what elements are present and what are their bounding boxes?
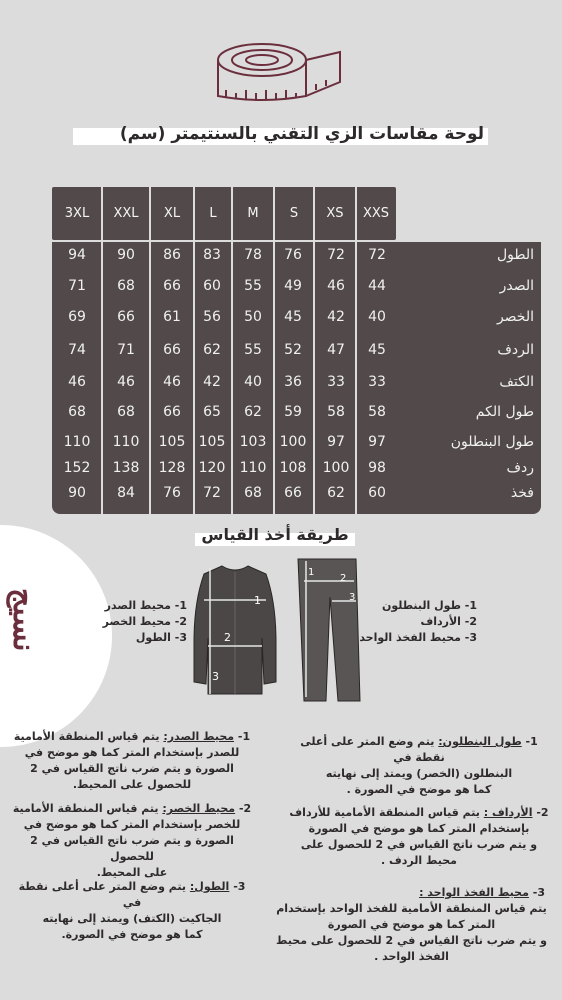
table-cell: 59 xyxy=(284,404,302,420)
size-header-cell: 3XL xyxy=(64,206,90,221)
para-line: للحصول على المحيط. xyxy=(72,778,192,791)
tape-measure-icon xyxy=(210,38,350,108)
table-cell: 152 xyxy=(63,460,91,476)
table-cell: 46 xyxy=(163,374,181,390)
para-head: محيط الصدر: xyxy=(163,730,235,743)
table-cell: 90 xyxy=(117,247,135,263)
para-num: 2- xyxy=(536,806,549,819)
jacket-legend-item: 2- محيط الخصر xyxy=(102,615,187,628)
jacket-legend xyxy=(103,598,187,646)
size-header-cell: XS xyxy=(326,206,344,221)
para-line: على المحيط. xyxy=(96,866,168,879)
jacket-mark: 1 xyxy=(254,594,261,607)
para-head: الطول: xyxy=(189,880,230,893)
waist-instruction xyxy=(12,801,252,881)
para-line: الفخذ الواحد . xyxy=(374,950,449,963)
jacket-mark: 3 xyxy=(212,670,219,683)
table-cell: 47 xyxy=(327,342,345,358)
table-cell: 103 xyxy=(239,434,267,450)
table-cell: 45 xyxy=(284,309,302,325)
size-header-cell: L xyxy=(209,206,217,221)
table-cell: 62 xyxy=(244,404,262,420)
para-head: محيط الفخذ الواحد : xyxy=(419,886,529,899)
table-cell: 45 xyxy=(368,342,386,358)
row-label: الطول xyxy=(496,247,534,263)
table-cell: 68 xyxy=(117,404,135,420)
size-header-cell: XXS xyxy=(362,206,390,221)
table-cell: 46 xyxy=(117,374,135,390)
table-cell: 58 xyxy=(327,404,345,420)
para-num: 1- xyxy=(525,735,538,748)
chest-instruction xyxy=(12,729,252,793)
table-cell: 97 xyxy=(327,434,345,450)
table-cell: 46 xyxy=(68,374,86,390)
table-cell: 42 xyxy=(203,374,221,390)
size-header-cell: XL xyxy=(163,206,181,221)
pants-mark: 2 xyxy=(340,573,347,584)
table-cell: 108 xyxy=(279,460,307,476)
row-label: طول الكم xyxy=(475,404,534,420)
table-cell: 120 xyxy=(198,460,226,476)
row-label: طول البنطلون xyxy=(450,434,534,450)
pants-legend-item: 1- طول البنطلون xyxy=(381,599,477,612)
pants-mark: 3 xyxy=(349,592,356,603)
length-instruction xyxy=(12,879,252,943)
table-cell: 128 xyxy=(158,460,186,476)
para-num: 2- xyxy=(238,802,252,815)
para-head: الأرداف : xyxy=(483,806,533,819)
table-cell: 78 xyxy=(244,247,262,263)
para-num: 3- xyxy=(233,880,246,893)
how-to-measure-heading: طريقة أخذ القياس xyxy=(201,525,349,544)
row-label: فخذ xyxy=(510,485,534,501)
para-line: يتم قياس المنطقة الأمامية للأرداف xyxy=(289,806,480,819)
para-line: محيط الردف . xyxy=(380,854,457,867)
pants-legend-item: 3- محيط الفخذ الواحد xyxy=(359,631,477,644)
table-cell: 42 xyxy=(327,309,345,325)
table-cell: 58 xyxy=(368,404,386,420)
table-cell: 98 xyxy=(368,460,386,476)
table-cell: 110 xyxy=(239,460,267,476)
para-line: يتم قياس المنطقة الأمامية xyxy=(12,802,159,815)
table-cell: 86 xyxy=(163,247,181,263)
table-cell: 66 xyxy=(163,404,181,420)
table-cell: 71 xyxy=(68,278,86,294)
row-label: الكتف xyxy=(499,374,534,390)
table-cell: 52 xyxy=(284,342,302,358)
table-cell: 76 xyxy=(163,485,181,501)
para-line: كما هو موضح في الصورة . xyxy=(346,783,492,796)
row-label: الردف xyxy=(497,342,534,358)
table-cell: 40 xyxy=(368,309,386,325)
table-cell: 33 xyxy=(368,374,386,390)
table-cell: 56 xyxy=(203,309,221,325)
table-cell: 68 xyxy=(117,278,135,294)
table-cell: 138 xyxy=(112,460,140,476)
table-cell: 40 xyxy=(244,374,262,390)
para-line: للخصر بإستخدام المتر كما هو موضح في xyxy=(23,818,241,831)
table-cell: 84 xyxy=(117,485,135,501)
para-line: بإستخدام المتر كما هو موضح في الصورة xyxy=(308,822,530,835)
table-cell: 105 xyxy=(158,434,186,450)
table-cell: 110 xyxy=(112,434,140,450)
table-cell: 66 xyxy=(117,309,135,325)
para-line: الصورة و يتم ضرب ناتج القياس في 2 للحصول xyxy=(30,834,234,863)
para-line: للصدر بإستخدام المتر كما هو موضح في xyxy=(24,746,240,759)
jacket-figure xyxy=(192,562,278,700)
size-header-cell: M xyxy=(247,206,259,221)
pants-figure xyxy=(296,557,362,705)
pants-mark: 1 xyxy=(308,567,315,578)
table-cell: 105 xyxy=(198,434,226,450)
table-cell: 66 xyxy=(284,485,302,501)
pants-length-instruction xyxy=(285,734,553,798)
table-cell: 72 xyxy=(203,485,221,501)
table-cell: 49 xyxy=(284,278,302,294)
brand-logo: نسيج xyxy=(6,588,41,652)
table-cell: 110 xyxy=(63,434,91,450)
para-line: كما هو موضح في الصورة. xyxy=(61,928,203,941)
para-line: يتم وضع المتر على أعلى نقطة في xyxy=(300,735,445,764)
para-head: محيط الخصر: xyxy=(162,802,236,815)
table-cell: 36 xyxy=(284,374,302,390)
table-cell: 62 xyxy=(327,485,345,501)
para-num: 3- xyxy=(532,886,545,899)
jacket-legend-item: 3- الطول xyxy=(135,631,187,644)
row-label: الصدر xyxy=(499,278,534,294)
table-cell: 44 xyxy=(368,278,386,294)
table-cell: 55 xyxy=(244,342,262,358)
size-header-cell: XXL xyxy=(113,206,139,221)
jacket-mark: 2 xyxy=(224,631,231,644)
hips-instruction xyxy=(285,805,553,869)
table-cell: 62 xyxy=(203,342,221,358)
table-cell: 90 xyxy=(68,485,86,501)
para-line: الصورة و يتم ضرب ناتج القياس في 2 xyxy=(30,762,234,775)
table-cell: 83 xyxy=(203,247,221,263)
table-cell: 60 xyxy=(368,485,386,501)
para-line: يتم قياس المنطقة الأمامية xyxy=(13,730,160,743)
table-cell: 68 xyxy=(244,485,262,501)
table-cell: 100 xyxy=(322,460,350,476)
para-line: الجاكيت (الكتف) ويمتد إلى نهايته xyxy=(42,912,222,925)
size-header-cell: S xyxy=(289,206,299,221)
table-cell: 50 xyxy=(244,309,262,325)
table-cell: 55 xyxy=(244,278,262,294)
pants-legend-item: 2- الأرداف xyxy=(420,615,477,628)
table-cell: 71 xyxy=(117,342,135,358)
para-num: 1- xyxy=(237,730,251,743)
pants-legend xyxy=(359,598,477,646)
table-cell: 33 xyxy=(327,374,345,390)
table-cell: 94 xyxy=(68,247,86,263)
para-line: و يتم ضرب ناتج القياس في 2 للحصول على محيط xyxy=(276,934,547,947)
table-cell: 60 xyxy=(203,278,221,294)
table-cell: 69 xyxy=(68,309,86,325)
table-cell: 72 xyxy=(327,247,345,263)
table-cell: 68 xyxy=(68,404,86,420)
table-cell: 46 xyxy=(327,278,345,294)
para-line: و يتم ضرب ناتج القياس في 2 للحصول على xyxy=(300,838,538,851)
table-cell: 65 xyxy=(203,404,221,420)
table-cell: 97 xyxy=(368,434,386,450)
para-line: المتر كما هو موضح في الصورة xyxy=(327,918,496,931)
table-cell: 76 xyxy=(284,247,302,263)
para-line: يتم قياس المنطقة الأمامية للفخذ الواحد بإستخدام xyxy=(276,902,547,915)
table-cell: 61 xyxy=(163,309,181,325)
jacket-legend-item: 1- محيط الصدر xyxy=(104,599,187,612)
para-line: يتم وضع المتر على أعلى نقطة في xyxy=(18,880,187,909)
table-cell: 74 xyxy=(68,342,86,358)
para-line: البنطلون (الخصر) ويمتد إلى نهايته xyxy=(325,767,513,780)
table-cell: 100 xyxy=(279,434,307,450)
row-label: ردف xyxy=(506,460,534,476)
table-cell: 66 xyxy=(163,278,181,294)
thigh-instruction xyxy=(270,885,553,965)
para-head: طول البنطلون: xyxy=(438,735,522,748)
row-label: الخصر xyxy=(496,309,534,325)
page-title: لوحة مقاسات الزي التقني بالسنتيمتر (سم) xyxy=(119,124,484,144)
table-cell: 72 xyxy=(368,247,386,263)
table-cell: 66 xyxy=(163,342,181,358)
